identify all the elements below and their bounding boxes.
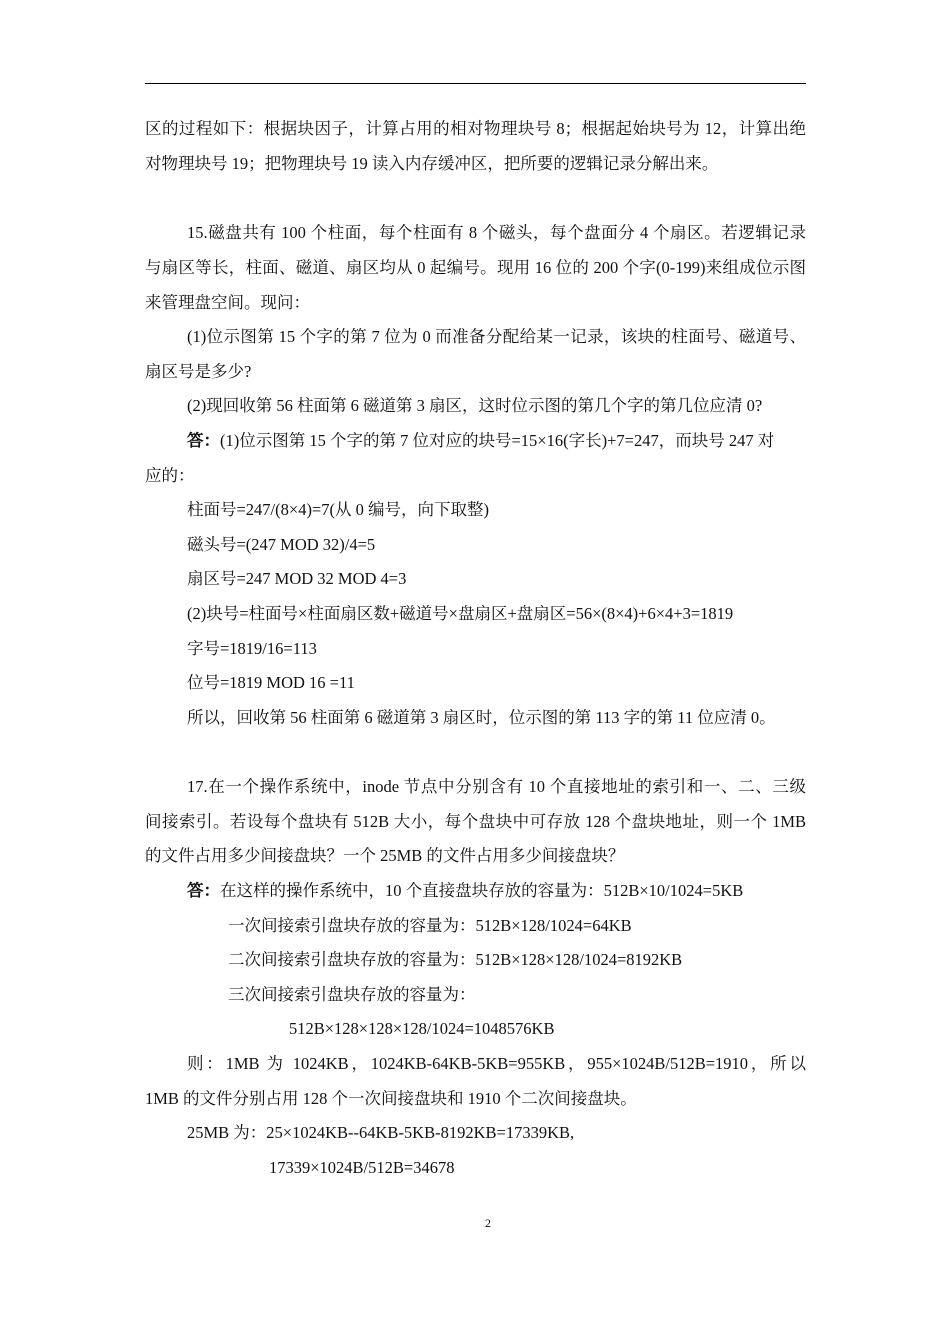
text-line: 间接索引。若设每个盘块有 512B 大小，每个盘块中可存放 128 个盘块地址，则一个 1MB xyxy=(145,812,806,831)
text-line: 二次间接索引盘块存放的容量为：512B×128×128/1024=8192KB xyxy=(228,950,683,969)
text-line: 与扇区等长，柱面、磁道、扇区均从 0 起编号。现用 16 位的 200 个字(0-199)来组成位示图 xyxy=(145,258,806,277)
text-line: 应的： xyxy=(145,466,195,485)
text-line: 扇区号=247 MOD 32 MOD 4=3 xyxy=(187,569,407,588)
text-line: (2)现回收第 56 柱面第 6 磁道第 3 扇区，这时位示图的第几个字的第几位应清 0? xyxy=(187,396,763,415)
text-line: 三次间接索引盘块存放的容量为： xyxy=(228,985,476,1004)
text-line: 25MB 为：25×1024KB--64KB-5KB-8192KB=17339KB, xyxy=(187,1123,575,1142)
text-line: 字号=1819/16=113 xyxy=(187,639,317,658)
answer-label: 答： xyxy=(187,431,220,450)
answer-line xyxy=(187,431,806,451)
text-line: 一次间接索引盘块存放的容量为：512B×128/1024=64KB xyxy=(228,916,632,935)
text-line: 区的过程如下：根据块因子，计算占用的相对物理块号 8；根据起始块号为 12，计算出绝 xyxy=(145,119,806,138)
text-line: 512B×128×128×128/1024=1048576KB xyxy=(289,1019,555,1038)
answer-text: 在这样的操作系统中，10 个直接盘块存放的容量为：512B×10/1024=5KB xyxy=(220,881,744,900)
question-15-heading: 15.磁盘共有 100 个柱面，每个柱面有 8 个磁头，每个盘面分 4 个扇区。若逻辑记录 xyxy=(187,223,806,242)
text-line: 来管理盘空间。现问： xyxy=(145,293,310,312)
text-line: (2)块号=柱面号×柱面扇区数+磁道号×盘扇区+盘扇区=56×(8×4)+6×4+3=1819 xyxy=(187,604,734,623)
question-17-heading: 17.在一个操作系统中，inode 节点中分别含有 10 个直接地址的索引和一、二、三级 xyxy=(187,777,806,796)
text-line: 扇区号是多少? xyxy=(145,362,252,381)
answer-line xyxy=(187,881,806,901)
text-line: 则：1MB 为 1024KB，1024KB-64KB-5KB=955KB，955×1024B/512B=1910，所以 xyxy=(187,1054,806,1073)
text-line: (1)位示图第 15 个字的第 7 位为 0 而准备分配给某一记录，该块的柱面号、磁道号、 xyxy=(187,327,806,346)
text-line: 所以，回收第 56 柱面第 6 磁道第 3 扇区时，位示图的第 113 字的第 11 位应清 0。 xyxy=(187,708,776,727)
text-line: 柱面号=247/(8×4)=7(从 0 编号，向下取整) xyxy=(187,500,489,519)
text-line: 对物理块号 19；把物理块号 19 读入内存缓冲区，把所要的逻辑记录分解出来。 xyxy=(145,154,719,173)
answer-text: (1)位示图第 15 个字的第 7 位对应的块号=15×16(字长)+7=247，而块号 247 对 xyxy=(220,431,775,450)
page-number: 2 xyxy=(485,1216,491,1230)
text-line: 17339×1024B/512B=34678 xyxy=(269,1158,455,1177)
text-line: 位号=1819 MOD 16 =11 xyxy=(187,673,355,692)
answer-label: 答： xyxy=(187,881,220,900)
header-rule xyxy=(145,83,806,84)
text-line: 磁头号=(247 MOD 32)/4=5 xyxy=(187,535,376,554)
text-line: 1MB 的文件分别占用 128 个一次间接盘块和 1910 个二次间接盘块。 xyxy=(145,1089,637,1108)
text-line: 的文件占用多少间接盘块？一个 25MB 的文件占用多少间接盘块？ xyxy=(145,846,625,865)
